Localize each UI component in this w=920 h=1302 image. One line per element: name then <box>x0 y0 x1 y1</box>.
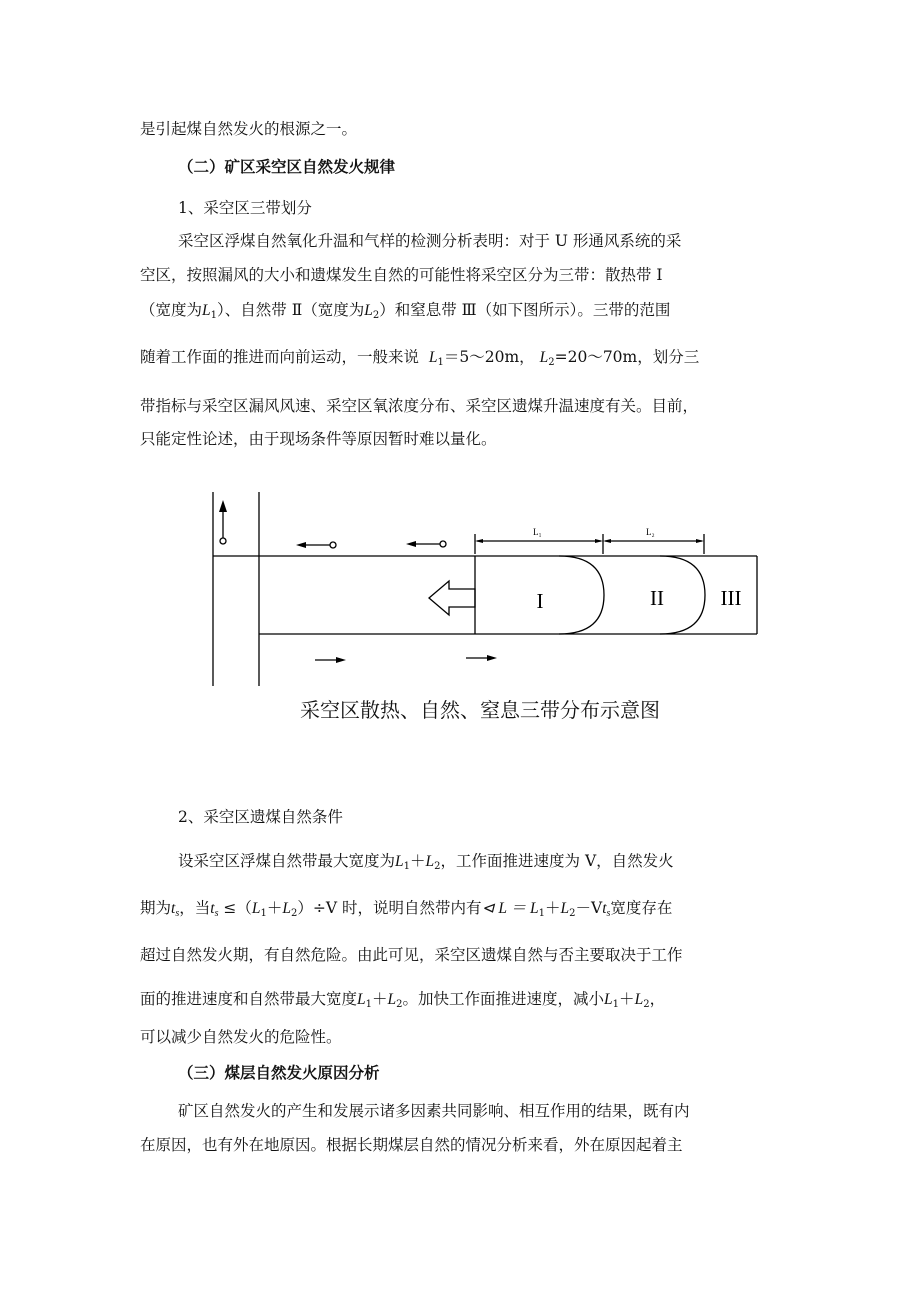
formula-subscript: s <box>175 908 180 919</box>
formula-subscript: 1 <box>260 908 267 919</box>
formula-symbol: t <box>171 900 176 917</box>
formula-symbol: L <box>364 302 373 319</box>
text-fragment: 随着工作面的推进而向前运动，一般来说 <box>140 348 420 366</box>
zone1-boundary-arc <box>559 556 604 634</box>
text-fragment: ≤（ <box>218 899 252 917</box>
text-fragment: 期为 <box>140 899 172 917</box>
formula-subscript: 2 <box>372 310 380 321</box>
formula-symbol: L <box>387 991 397 1008</box>
formula-symbol: L <box>251 900 261 917</box>
formula-symbol: L <box>357 991 366 1008</box>
zone2-boundary-arc <box>660 556 705 634</box>
formula-subscript: 2 <box>569 908 576 919</box>
dimension-label-l1: L₁ <box>533 527 542 537</box>
text-fragment: ，当 <box>179 899 211 917</box>
formula-symbol: L <box>604 991 613 1008</box>
subsection-heading: 2、采空区遗煤自然条件 <box>178 808 343 826</box>
airflow-source-icon <box>330 542 336 548</box>
formula-subscript: s <box>214 908 219 919</box>
formula-symbol: L <box>539 349 549 366</box>
formula-subscript: 1 <box>612 999 620 1010</box>
text-line: 在原因，也有外在地原因。根据长期煤层自然的情况分析来看，外在原因起着主 <box>140 1136 683 1154</box>
arrowhead <box>603 539 611 543</box>
formula-symbol: L <box>428 349 438 366</box>
text-fragment: ，工作面推进速度为 V，自然发火 <box>440 852 674 870</box>
text-fragment: 设采空区浮煤自然带最大宽度为 <box>178 852 396 870</box>
formula-symbol: L <box>529 900 539 917</box>
dimension-label-l2: L₂ <box>646 527 655 537</box>
arrowhead <box>336 657 346 663</box>
text-line <box>178 850 674 878</box>
text-fragment: 。加快工作面推进速度，减小 <box>402 990 605 1008</box>
arrowhead <box>475 539 483 543</box>
subsection-heading: 1、采空区三带划分 <box>178 199 312 217</box>
advance-direction-icon <box>429 581 475 615</box>
formula-symbol: L <box>202 302 211 319</box>
formula-symbol: t <box>210 900 215 917</box>
formula-subscript: 1 <box>403 861 411 872</box>
formula-operator: ＋ <box>266 899 283 917</box>
formula-symbol: L <box>395 853 404 870</box>
section-heading: （二）矿区采空区自然发火规律 <box>178 157 396 176</box>
formula-subscript: 1 <box>365 999 373 1010</box>
text-line: 采空区浮煤自然氧化升温和气样的检测分析表明：对于 U 形通风系统的采 <box>178 232 682 250</box>
arrowhead <box>406 541 416 547</box>
text-line: 可以减少自然发火的危险性。 <box>140 1028 342 1046</box>
text-line: 是引起煤自然发火的根源之一。 <box>140 120 358 138</box>
arrowhead <box>487 655 497 661</box>
text-line <box>140 346 699 374</box>
formula-operator: ＋ <box>619 990 635 1008</box>
text-line: 矿区自然发火的产生和发展示诸多因素共同影响、相互作用的结果，既有内 <box>178 1102 690 1120</box>
formula-subscript: s <box>606 908 611 919</box>
text-line: 带指标与采空区漏风风速、采空区氧浓度分布、采空区遗煤升温速度有关。目前， <box>140 397 699 415</box>
arrowhead <box>595 539 603 543</box>
airflow-source-icon <box>440 541 446 547</box>
formula-subscript: 2 <box>291 908 298 919</box>
zone-label-suffocation: III <box>720 586 742 610</box>
formula-symbol: L <box>560 900 570 917</box>
arrowhead <box>219 500 227 512</box>
text-line <box>140 299 670 327</box>
text-fragment: =20～70m，划分三 <box>554 348 700 366</box>
formula-subscript: 1 <box>210 310 218 321</box>
text-fragment: 宽度存在 <box>610 899 673 917</box>
formula-symbol: L <box>634 991 644 1008</box>
formula-subscript: 2 <box>434 861 441 872</box>
formula-symbol: L <box>282 900 292 917</box>
formula-subscript: 2 <box>396 999 403 1010</box>
three-zone-diagram <box>0 488 920 698</box>
formula-operator: ＋ <box>372 990 388 1008</box>
formula-subscript: 1 <box>437 357 444 368</box>
text-line: 只能定性论述，由于现场条件等原因暂时难以量化。 <box>140 430 497 448</box>
formula-subscript: 2 <box>643 999 650 1010</box>
airflow-source-icon <box>220 538 226 544</box>
formula-symbol: L <box>425 853 435 870</box>
text-fragment: 面的推进速度和自然带最大宽度 <box>140 990 358 1008</box>
formula-expression: ⊲ L ＝ <box>481 900 530 917</box>
text-fragment: ）÷V 时，说明自然带内有 <box>297 899 482 917</box>
section-heading: （三）煤层自然发火原因分析 <box>178 1063 380 1082</box>
text-line <box>140 988 665 1016</box>
text-fragment: ， <box>649 990 666 1008</box>
text-fragment: ＝5～20m， <box>443 348 535 366</box>
text-fragment: ）、自然带 Ⅱ（宽度为 <box>217 301 365 319</box>
formula-operator: －V <box>575 899 603 917</box>
formula-subscript: 1 <box>538 908 545 919</box>
formula-operator: ＋ <box>410 852 426 870</box>
text-line <box>140 897 672 925</box>
text-fragment: （宽度为 <box>140 301 203 319</box>
zone-label-spontaneous: II <box>650 586 664 610</box>
formula-subscript: 2 <box>548 357 555 368</box>
figure-caption: 采空区散热、自然、窒息三带分布示意图 <box>300 698 660 722</box>
formula-operator: ＋ <box>544 899 561 917</box>
arrowhead <box>296 542 306 548</box>
text-line: 超过自然发火期，有自然危险。由此可见，采空区遗煤自然与否主要取决于工作 <box>140 946 683 964</box>
arrowhead <box>696 539 704 543</box>
text-fragment: ）和窒息带 Ⅲ（如下图所示）。三带的范围 <box>379 301 671 319</box>
formula-symbol: t <box>602 900 607 917</box>
text-line: 空区，按照漏风的大小和遗煤发生自然的可能性将采空区分为三带：散热带 I <box>140 266 663 284</box>
zone-label-cooling: I <box>536 589 544 613</box>
